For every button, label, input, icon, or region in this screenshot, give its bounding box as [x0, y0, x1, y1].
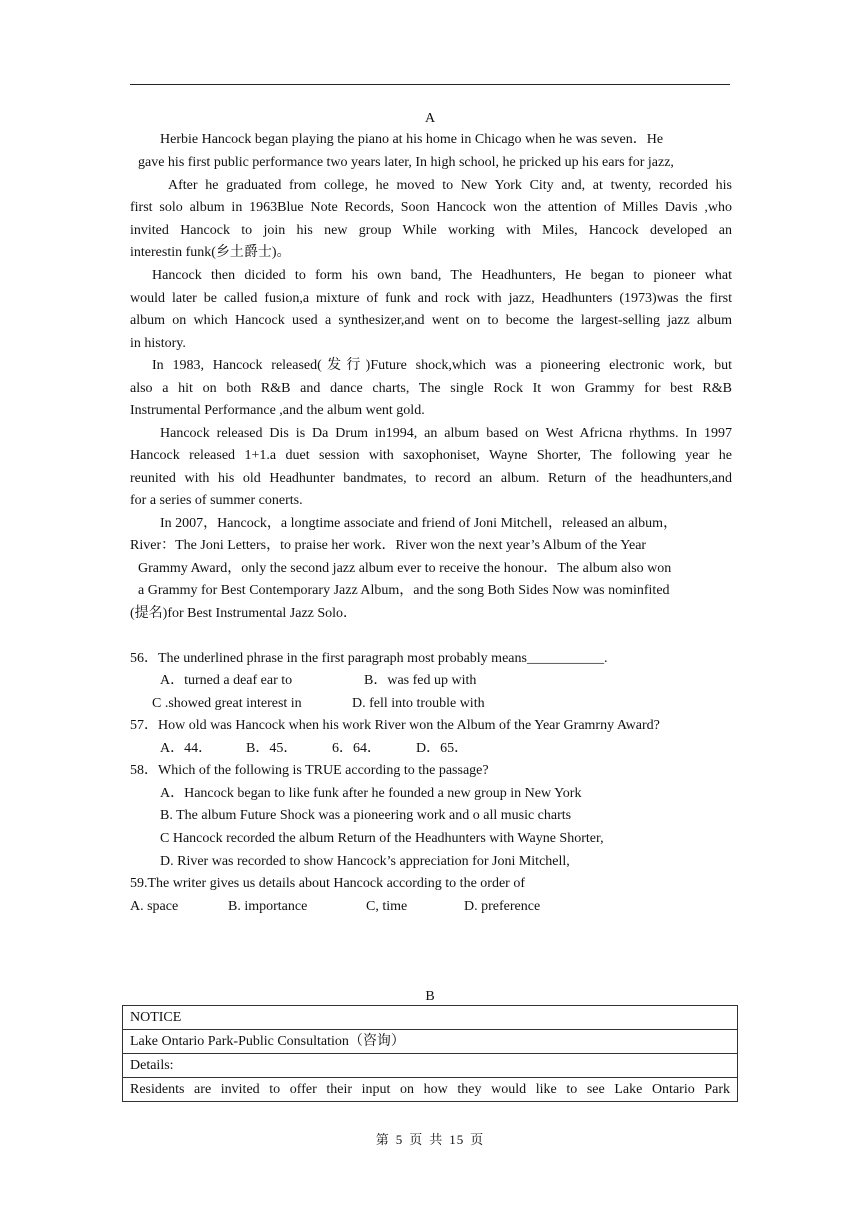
question-58-stem: 58．Which of the following is TRUE according to the passage? [130, 763, 489, 778]
passage-line: reunited with his old Headhunter bandmates, to record an album. Return of the headhunters,and [130, 471, 732, 486]
passage-line: Instrumental Performance ,and the album went gold. [130, 403, 425, 418]
question-59-stem: 59.The writer gives us details about Hancock according to the order of [130, 876, 525, 891]
footer-page-number: 5 [395, 1132, 404, 1147]
question-59-option-b: B. importance [228, 899, 308, 914]
question-59-option-c: C, time [366, 899, 408, 914]
question-57-stem: 57．How old was Hancock when his work River won the Album of the Year Gramrny Award? [130, 718, 660, 733]
passage-line: After he graduated from college, he moved to New York City and, at twenty, recorded his [168, 178, 732, 193]
question-56-option-c: C .showed great interest in [152, 696, 302, 711]
question-57-option-c: 6．64． [332, 741, 381, 756]
question-56-stem: 56．The underlined phrase in the first paragraph most probably means___________. [130, 651, 608, 666]
footer-prefix: 第 [375, 1132, 390, 1147]
passage-line: interestin funk(乡土爵士)。 [130, 245, 291, 260]
question-57-option-a: A．44． [160, 741, 213, 756]
passage-line: River：The Joni Letters，to praise her work．River won the next year’s Album of the Year [130, 538, 647, 553]
section-b-label: B [425, 989, 435, 1004]
question-56-option-d: D. fell into trouble with [352, 696, 485, 711]
footer-total-word: 共 [429, 1132, 444, 1147]
header-rule [130, 84, 730, 85]
notice-table [122, 1005, 738, 1102]
passage-line: gave his first public performance two years later, In high school, he pricked up his ears for jazz, [138, 155, 674, 170]
passage-line: invited Hancock to join his new group While working with Miles, Hancock developed an [130, 223, 732, 238]
passage-line: Herbie Hancock began playing the piano at his home in Chicago when he was seven．He [160, 132, 664, 147]
question-57-option-b: B．45． [246, 741, 298, 756]
footer-suffix: 页 [470, 1132, 485, 1147]
notice-title: Lake Ontario Park-Public Consultation（咨询） [123, 1030, 738, 1054]
passage-line: in history. [130, 336, 186, 351]
footer-page-word: 页 [409, 1132, 424, 1147]
table-row [123, 1054, 738, 1078]
question-58-option-a: A．Hancock began to like funk after he founded a new group in New York [160, 786, 582, 801]
question-56-option-a: A．turned a deaf ear to [160, 673, 293, 688]
footer-total-pages: 15 [449, 1132, 465, 1147]
notice-details-text: Residents are invited to offer their input on how they would like to see Lake Ontario Park [123, 1078, 738, 1102]
page-footer [0, 1129, 860, 1148]
question-59-option-d: D. preference [464, 899, 541, 914]
table-row [123, 1030, 738, 1054]
passage-line: album on which Hancock used a synthesizer,and went on to become the largest-selling jazz album [130, 313, 732, 328]
question-58-option-c: C Hancock recorded the album Return of the Headhunters with Wayne Shorter, [160, 831, 604, 846]
passage-line: for a series of summer conerts. [130, 493, 303, 508]
passage-line: Hancock released 1+1.a duet session with saxophoniset, Wayne Shorter, The following year he [130, 448, 732, 463]
passage-line: Grammy Award，only the second jazz album ever to receive the honour．The album also won [138, 561, 672, 576]
passage-line: first solo album in 1963Blue Note Records, Soon Hancock won the attention of Milles Davis ,who [130, 200, 732, 215]
passage-line: Hancock released Dis is Da Drum in1994, an album based on West Africna rhythms. In 1997 [160, 426, 732, 441]
question-59-option-a: A. space [130, 899, 179, 914]
question-56-option-b: B．was fed up with [364, 673, 477, 688]
table-row [123, 1078, 738, 1102]
section-a-label: A [424, 111, 436, 126]
passage-line: In 1983, Hancock released(发行)Future shock,which was a pioneering electronic work, but [152, 358, 732, 373]
passage-line: Hancock then dicided to form his own band, The Headhunters, He began to pioneer what [152, 268, 732, 283]
question-58-option-b: B. The album Future Shock was a pioneering work and o all music charts [160, 808, 572, 823]
table-row [123, 1006, 738, 1030]
question-57-option-d: D．65． [416, 741, 469, 756]
passage-line: (提名)for Best Instrumental Jazz Solo． [130, 606, 358, 621]
notice-heading: NOTICE [123, 1006, 738, 1030]
notice-details-label: Details: [123, 1054, 738, 1078]
passage-line: a Grammy for Best Contemporary Jazz Album，and the song Both Sides Now was nominfited [138, 583, 670, 598]
passage-line: would later be called fusion,a mixture of funk and rock with jazz, Headhunters (1973)was the first [130, 291, 732, 306]
passage-line: also a hit on both R&B and dance charts, The single Rock It won Grammy for best R&B [130, 381, 732, 396]
passage-line: In 2007，Hancock，a longtime associate and friend of Joni Mitchell，released an album， [160, 516, 678, 531]
question-58-option-d: D. River was recorded to show Hancock’s appreciation for Joni Mitchell, [160, 854, 570, 869]
